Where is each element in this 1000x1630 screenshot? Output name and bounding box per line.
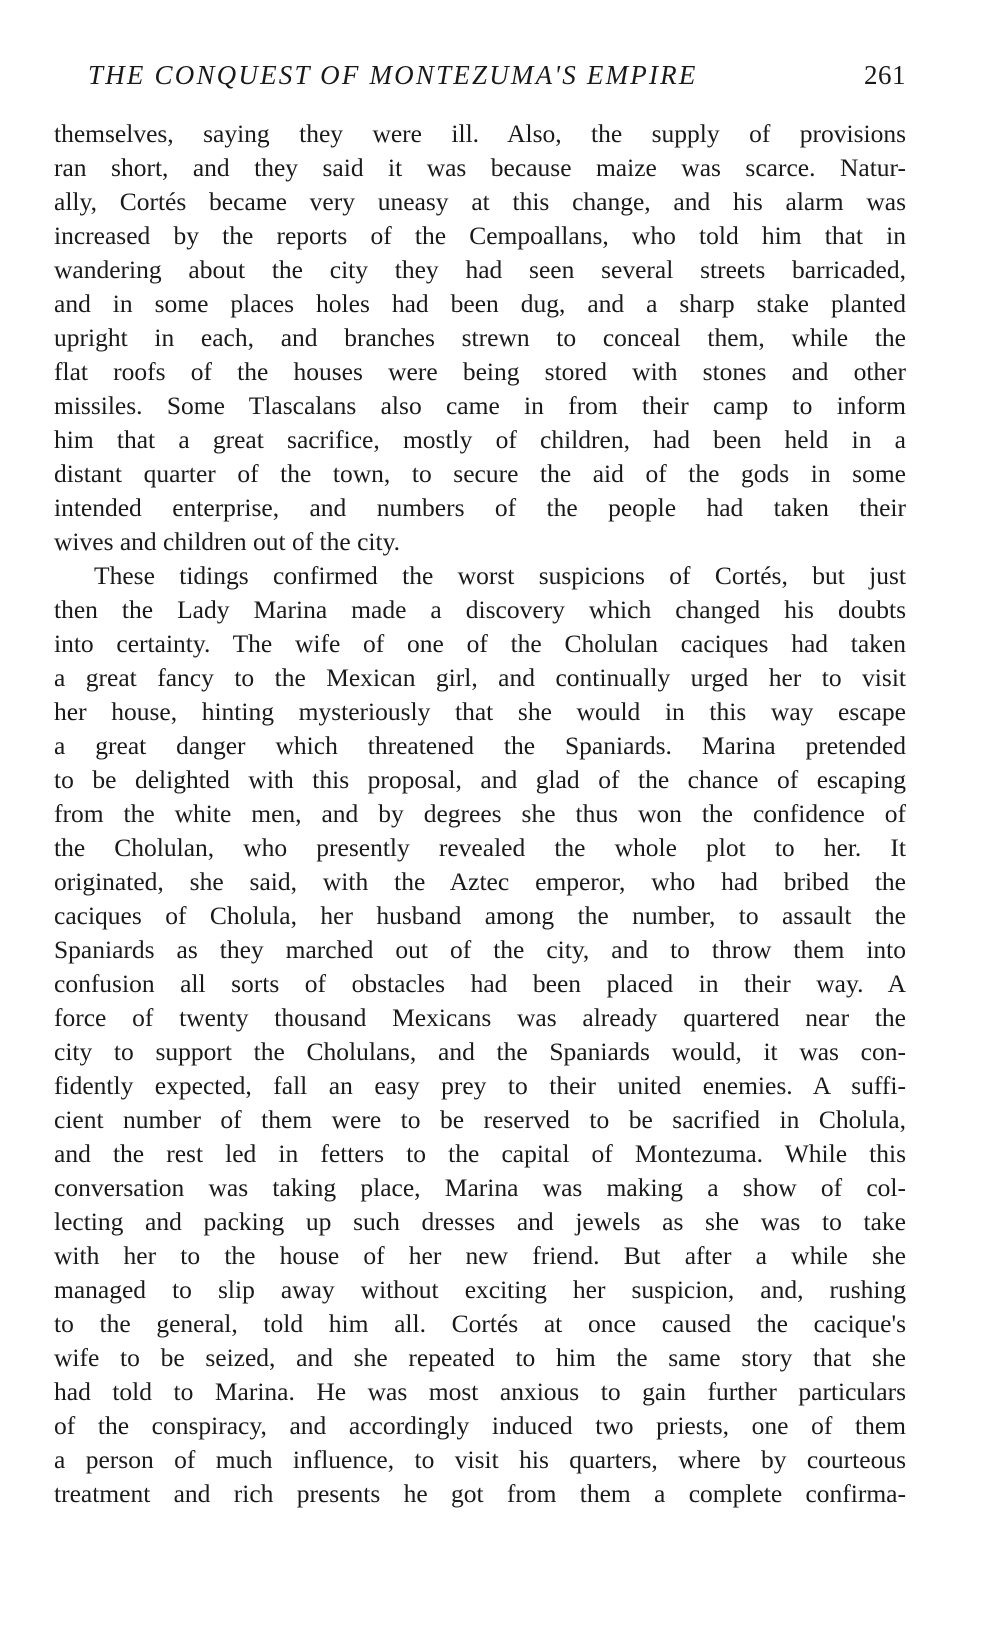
text-line: force of twenty thousand Mexicans was already quartered near the — [54, 1003, 906, 1032]
text-line: to the general, told him all. Cortés at once caused the cacique's — [54, 1309, 906, 1338]
text-line: fidently expected, fall an easy prey to their united enemies. A suffi- — [54, 1071, 906, 1100]
text-line: the Cholulan, who presently revealed the whole plot to her. It — [54, 833, 906, 862]
paragraph-start-line: These tidings confirmed the worst suspicions of Cortés, but just — [94, 561, 906, 590]
text-line: ally, Cortés became very uneasy at this change, and his alarm was — [54, 187, 906, 216]
text-line: increased by the reports of the Cempoallans, who told him that in — [54, 221, 906, 250]
text-line: ran short, and they said it was because maize was scarce. Natur- — [54, 153, 906, 182]
text-line: flat roofs of the houses were being stored with stones and other — [54, 357, 906, 386]
text-line: managed to slip away without exciting her suspicion, and, rushing — [54, 1275, 906, 1304]
text-line: upright in each, and branches strewn to conceal them, while the — [54, 323, 906, 352]
text-line: Spaniards as they marched out of the city, and to throw them into — [54, 935, 906, 964]
text-line: wandering about the city they had seen several streets barricaded, — [54, 255, 906, 284]
text-line: a great danger which threatened the Spaniards. Marina pretended — [54, 731, 906, 760]
text-line: wife to be seized, and she repeated to him the same story that she — [54, 1343, 906, 1372]
text-line: intended enterprise, and numbers of the people had taken their — [54, 493, 906, 522]
running-title: THE CONQUEST OF MONTEZUMA'S EMPIRE — [88, 60, 698, 90]
text-line: distant quarter of the town, to secure the aid of the gods in some — [54, 459, 906, 488]
text-line: conversation was taking place, Marina was making a show of col- — [54, 1173, 906, 1202]
text-line: from the white men, and by degrees she thus won the confidence of — [54, 799, 906, 828]
text-line: her house, hinting mysteriously that she would in this way escape — [54, 697, 906, 726]
text-line: lecting and packing up such dresses and jewels as she was to take — [54, 1207, 906, 1236]
text-line: had told to Marina. He was most anxious to gain further particulars — [54, 1377, 906, 1406]
text-line: missiles. Some Tlascalans also came in from their camp to inform — [54, 391, 906, 420]
page-number: 261 — [864, 60, 906, 90]
text-line: originated, she said, with the Aztec emperor, who had bribed the — [54, 867, 906, 896]
running-head — [54, 60, 906, 96]
text-line: themselves, saying they were ill. Also, the supply of provisions — [54, 119, 906, 148]
text-line: him that a great sacrifice, mostly of children, had been held in a — [54, 425, 906, 454]
text-line: caciques of Cholula, her husband among the number, to assault the — [54, 901, 906, 930]
text-line: and the rest led in fetters to the capital of Montezuma. While this — [54, 1139, 906, 1168]
text-line: of the conspiracy, and accordingly induced two priests, one of them — [54, 1411, 906, 1440]
text-line: a great fancy to the Mexican girl, and continually urged her to visit — [54, 663, 906, 692]
text-line: then the Lady Marina made a discovery which changed his doubts — [54, 595, 906, 624]
text-line: and in some places holes had been dug, and a sharp stake planted — [54, 289, 906, 318]
text-line: confusion all sorts of obstacles had been placed in their way. A — [54, 969, 906, 998]
text-line: city to support the Cholulans, and the Spaniards would, it was con- — [54, 1037, 906, 1066]
paragraph-end-line: wives and children out of the city. — [54, 527, 401, 556]
text-line: into certainty. The wife of one of the Cholulan caciques had taken — [54, 629, 906, 658]
text-line: with her to the house of her new friend. But after a while she — [54, 1241, 906, 1270]
text-line: a person of much influence, to visit his quarters, where by courteous — [54, 1445, 906, 1474]
body-text — [54, 117, 906, 1511]
text-line: treatment and rich presents he got from them a complete confirma- — [54, 1479, 906, 1508]
text-line: to be delighted with this proposal, and glad of the chance of escaping — [54, 765, 906, 794]
text-line: cient number of them were to be reserved to be sacrified in Cholula, — [54, 1105, 906, 1134]
